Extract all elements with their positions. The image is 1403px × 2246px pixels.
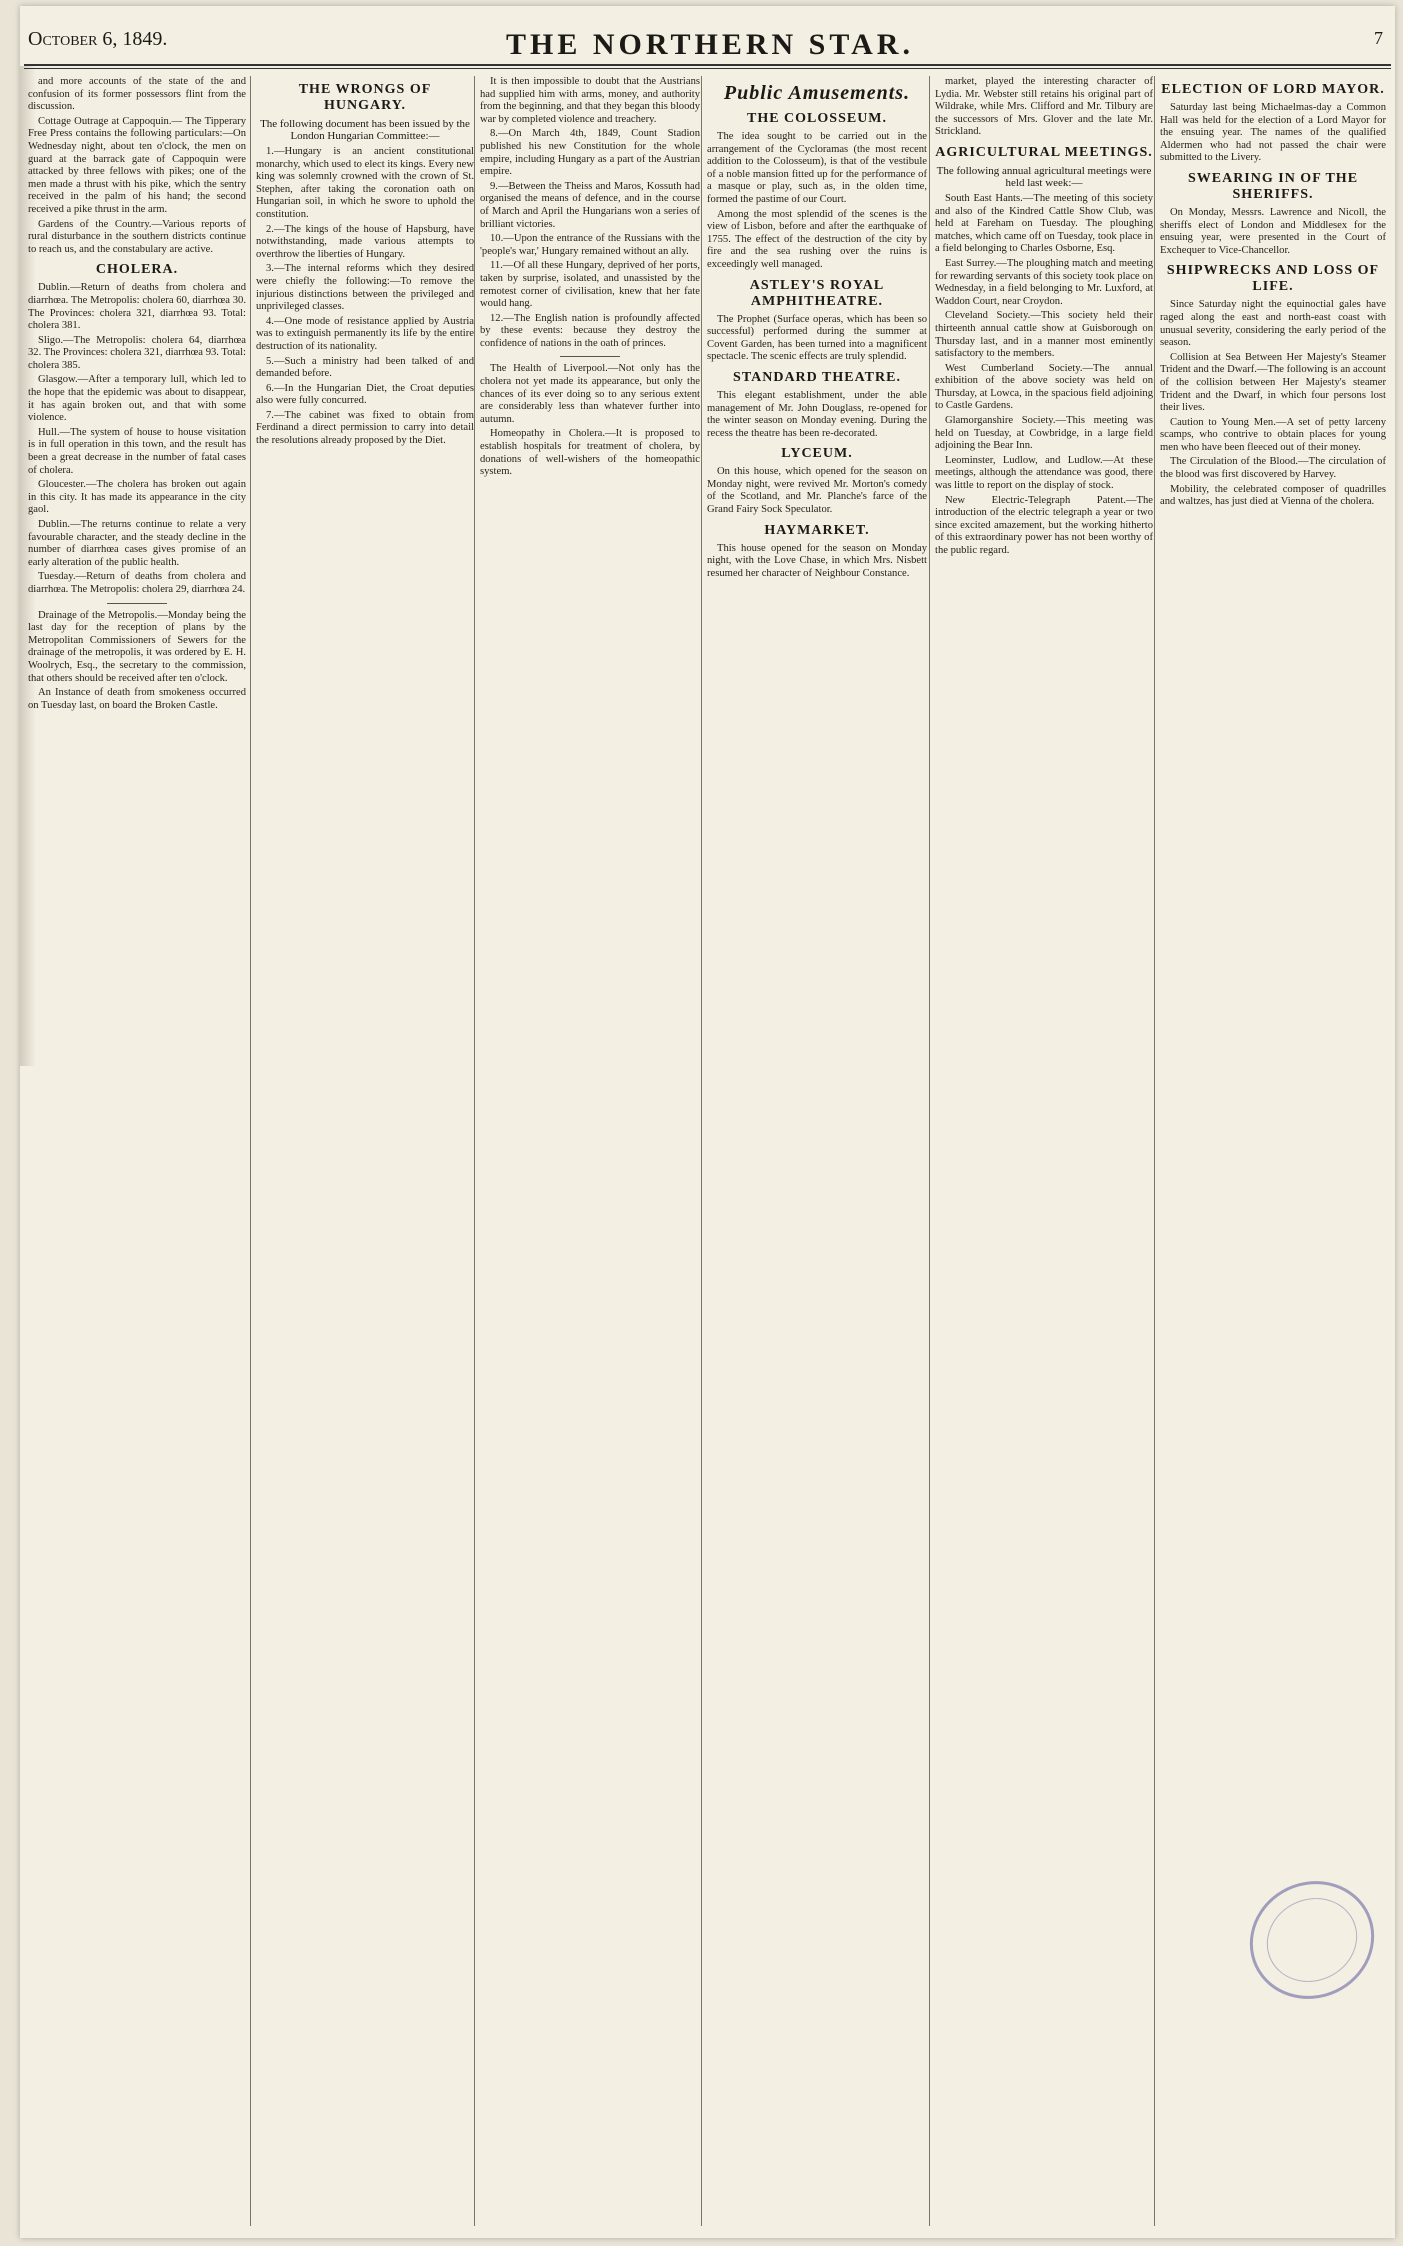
article-paragraph: This elegant establishment, under the able management of Mr. John Douglass, re-opened for the winter season on Monday evening. During the recess the theatre has been re-decorated. — [707, 389, 927, 439]
article-paragraph: The idea sought to be carried out in the arrangement of the Cycloramas (the most recent addition to the Colosseum), is that of the vestibule of a noble mansion fitted up for the performance of a masque or play, such as, in the olden time, formed the pastime of our Court. — [707, 131, 927, 205]
section-heading: ASTLEY'S ROYAL AMPHITHEATRE. — [749, 277, 885, 309]
column-rule — [250, 76, 251, 2226]
article-paragraph: Cleveland Society.—This society held their thirteenth annual cattle show at Guisborough on Thursday last, and in a manner most eminently satisfactory to the members. — [935, 310, 1153, 360]
column-3 — [480, 76, 700, 2226]
article-paragraph: New Electric-Telegraph Patent.—The introduction of the electric telegraph a year or two since excited amazement, but the working hitherto of this extraordinary power has not been worthy of the public regard. — [935, 494, 1153, 556]
section-heading: HAYMARKET. — [764, 522, 870, 538]
article-paragraph: Glasgow.—After a temporary lull, which led to the hope that the epidemic was about to disappear, it has again broken out, and that with some violence. — [28, 374, 246, 424]
section-heading: SHIPWRECKS AND LOSS OF LIFE. — [1166, 263, 1380, 295]
section-heading: THE COLOSSEUM. — [746, 111, 888, 126]
article-paragraph: The Prophet (Surface operas, which has been so successful) performed during the summer at Covent Garden, has been turned into a magnificent spectacle. The scenic effects are truly splendid. — [707, 313, 927, 363]
column-5 — [935, 76, 1153, 2226]
article-paragraph: Leominster, Ludlow, and Ludlow.—At these meetings, although the attendance was good, there was little to report on the display of stock. — [935, 454, 1153, 492]
column-rule — [1154, 76, 1155, 2226]
page-number: 7 — [1374, 28, 1383, 48]
article-paragraph: Dublin.—The returns continue to relate a very favourable character, and the steady decline in the number of diarrhœa cases gives promise of an early alteration of the public health. — [28, 519, 246, 568]
article-paragraph: and more accounts of the state of the and confusion of its former possessors flint from the discussion. — [28, 76, 246, 113]
section-heading: CHOLERA. — [95, 262, 179, 278]
column-rule — [701, 76, 702, 2226]
masthead-rule — [24, 64, 1391, 69]
article-paragraph: The Health of Liverpool.—Not only has the cholera not yet made its appearance, but only the chances of its ever doing so to any serious extent are considerably less than whatever further into autumn. — [480, 363, 700, 425]
article-paragraph: 4.—One mode of resistance applied by Austria was to extinguish permanently its life by the entire destruction of its nationality. — [256, 315, 474, 352]
article-paragraph: market, played the interesting character of Lydia. Mr. Webster still retains his original part of Wildrake, while Mrs. Clifford and Mr. Tilbury are the successors of Mrs. Glover and the late Mr. Strickland. — [935, 76, 1153, 138]
article-paragraph: East Surrey.—The ploughing match and meeting for rewarding servants of this society took place on Wednesday, in a field belonging to Mr. Luxford, at Waddon Court, near Croydon. — [935, 257, 1153, 307]
article-paragraph: Drainage of the Metropolis.—Monday being the last day for the reception of plans by the Metropolitan Commissioners of Sewers for the drainage of the metropolis, it was ordered by E. H. Woolrych, Esq., the secretary to the commission, that others should be received after ten o'clock. — [28, 609, 246, 684]
column-rule — [929, 76, 930, 2226]
article-paragraph: An Instance of death from smokeness occurred on Tuesday last, on board the Broken Castle. — [28, 687, 246, 711]
article-paragraph: Gardens of the Country.—Various reports of rural disturbance in the southern districts continue to reach us, and the constabulary are active. — [28, 218, 246, 255]
article-paragraph: On this house, which opened for the season on Monday night, were revived Mr. Morton's comedy of the Scotland, and Mr. Planche's farce of the Grand Fairy Sock Speculator. — [707, 466, 927, 516]
article-paragraph: West Cumberland Society.—The annual exhibition of the above society was held on Thursday, at Lowca, in the spacious field adjoining to Castle Gardens. — [935, 362, 1153, 412]
article-paragraph: Hull.—The system of house to house visitation is in full operation in this town, and the result has been a great decrease in the number of fatal cases of cholera. — [28, 426, 246, 476]
section-divider — [107, 603, 167, 604]
section-heading: STANDARD THEATRE. — [733, 369, 901, 385]
article-paragraph: 11.—Of all these Hungary, deprived of her ports, taken by surprise, isolated, and unassisted by the remotest corner of civilisation, knew that her fate would hang. — [480, 260, 700, 310]
section-intro: The following document has been issued by the London Hungarian Committee:— — [260, 118, 470, 142]
article-paragraph: Tuesday.—Return of deaths from cholera and diarrhœa. The Metropolis: cholera 29, diarrhœa 24. — [28, 571, 246, 595]
section-heading: THE WRONGS OF HUNGARY. — [298, 82, 432, 113]
article-paragraph: Gloucester.—The cholera has broken out again in this city. It has made its appearance in the city gaol. — [28, 479, 246, 516]
article-paragraph: Cottage Outrage at Cappoquin.— The Tipperary Free Press contains the following particulars:—On Wednesday night, about ten o'clock, the men on guard at the barrack gate of Cappoquin were attacked by three fellows with pikes; one of the men made a thrust with his pike, which the sentry received in the palm of his hand; the second received a pike thrust in the arm. — [28, 115, 246, 215]
section-heading: Public Amusements. — [723, 82, 911, 104]
section-heading: LYCEUM. — [781, 446, 853, 462]
newspaper-page — [20, 6, 1395, 2238]
article-paragraph: 7.—The cabinet was fixed to obtain from Ferdinand a direct permission to carry into detail the resolutions already proposed by the Diet. — [256, 409, 474, 447]
article-paragraph: Mobility, the celebrated composer of quadrilles and waltzes, has just died at Vienna of the cholera. — [1160, 483, 1386, 508]
article-paragraph: 8.—On March 4th, 1849, Count Stadion published his new Constitution for the whole empire, including Hungary as a part of the Austrian empire. — [480, 128, 700, 178]
article-paragraph: Among the most splendid of the scenes is the view of Lisbon, before and after the earthquake of 1755. The effect of the destruction of the city by fire and the sea rushing over the ruins is exceedingly well managed. — [707, 208, 927, 270]
section-heading: SWEARING IN OF THE SHERIFFS. — [1187, 170, 1359, 202]
article-paragraph: Sligo.—The Metropolis: cholera 64, diarrhœa 32. The Provinces: cholera 321, diarrhœa 93. Total: cholera 385. — [28, 334, 246, 371]
article-paragraph: 9.—Between the Theiss and Maros, Kossuth had organised the means of defence, and in the course of March and April the Hungarians won a series of brilliant victories. — [480, 180, 700, 230]
article-paragraph: Glamorganshire Society.—This meeting was held on Tuesday, at Cowbridge, in a large field adjoining the Bear Inn. — [935, 415, 1153, 452]
article-paragraph: 3.—The internal reforms which they desired were chiefly the following:—To remove the injurious distinctions between the privileged and unprivileged classes. — [256, 263, 474, 313]
article-paragraph: 2.—The kings of the house of Hapsburg, have notwithstanding, made various attempts to overthrow the liberties of Hungary. — [256, 223, 474, 260]
column-rule — [474, 76, 475, 2226]
section-heading: ELECTION OF LORD MAYOR. — [1161, 82, 1385, 97]
article-paragraph: 6.—In the Hungarian Diet, the Croat deputies also were fully concurred. — [256, 382, 474, 407]
article-paragraph: It is then impossible to doubt that the Austrians had supplied him with arms, money, and authority from the beginning, and that they began this bloody war by completed violence and treachery. — [480, 76, 700, 125]
article-paragraph: The Circulation of the Blood.—The circulation of the blood was first discovered by Harvey. — [1160, 456, 1386, 481]
article-paragraph: Homeopathy in Cholera.—It is proposed to establish hospitals for treatment of cholera, by donations of well-wishers of the homeopathic system. — [480, 428, 700, 478]
masthead — [20, 6, 1395, 64]
article-paragraph: 12.—The English nation is profoundly affected by these events: because they destroy the confidence of nations in the oath of princes. — [480, 312, 700, 349]
article-paragraph: South East Hants.—The meeting of this society and also of the Kindred Cattle Show Club, was held at Fareham on Tuesday. The ploughing matches, which came off on Tuesday, took place in a field belonging to Charles Osborne, Esq. — [935, 192, 1153, 255]
section-divider — [560, 356, 620, 357]
section-intro: The following annual agricultural meetings were held last week:— — [936, 164, 1152, 189]
article-paragraph: 1.—Hungary is an ancient constitutional monarchy, which used to elect its kings. Every new king was solemnly crowned with the crown of St. Stephen, after taking the coronation oath on Hungarian soil, in which he swore to uphold the constitution. — [256, 146, 474, 220]
newspaper-title: THE NORTHERN STAR. — [506, 28, 914, 61]
article-paragraph: Collision at Sea Between Her Majesty's Steamer Trident and the Dwarf.—The following is an account of the collision between Her Majesty's steamer Trident and the Dwarf, in which four persons lost their lives. — [1160, 351, 1386, 414]
column-2 — [256, 76, 474, 2226]
article-paragraph: This house opened for the season on Monday night, with the Love Chase, in which Mrs. Nisbett resumed her character of Neighbour Constance. — [707, 542, 927, 579]
section-heading: AGRICULTURAL MEETINGS. — [935, 144, 1153, 160]
article-paragraph: 5.—Such a ministry had been talked of and demanded before. — [256, 355, 474, 380]
column-1 — [28, 76, 246, 2226]
column-4 — [707, 76, 927, 2226]
article-paragraph: Caution to Young Men.—A set of petty larceny scamps, who contrive to obtain places for young men who have been fleeced out of their money. — [1160, 416, 1386, 453]
article-paragraph: On Monday, Messrs. Lawrence and Nicoll, the sheriffs elect of London and Middlesex for the ensuing year, were presented in the Court of Exchequer to Vice-Chancellor. — [1160, 206, 1386, 256]
article-paragraph: Since Saturday night the equinoctial gales have raged along the east and north-east coast with unusual severity, considering the early period of the season. — [1160, 299, 1386, 349]
article-paragraph: 10.—Upon the entrance of the Russians with the 'people's war,' Hungary remained without an ally. — [480, 233, 700, 257]
article-paragraph: Dublin.—Return of deaths from cholera and diarrhœa. The Metropolis: cholera 60, diarrhœa 30. The Provinces: cholera 321, diarrhœa 93. Total: cholera 381. — [28, 282, 246, 332]
issue-date: October 6, 1849. — [28, 28, 168, 50]
article-paragraph: Saturday last being Michaelmas-day a Common Hall was held for the election of a Lord Mayor for the ensuing year. The names of the qualified Aldermen who had not passed the chair were submitted to the Livery. — [1160, 102, 1386, 164]
